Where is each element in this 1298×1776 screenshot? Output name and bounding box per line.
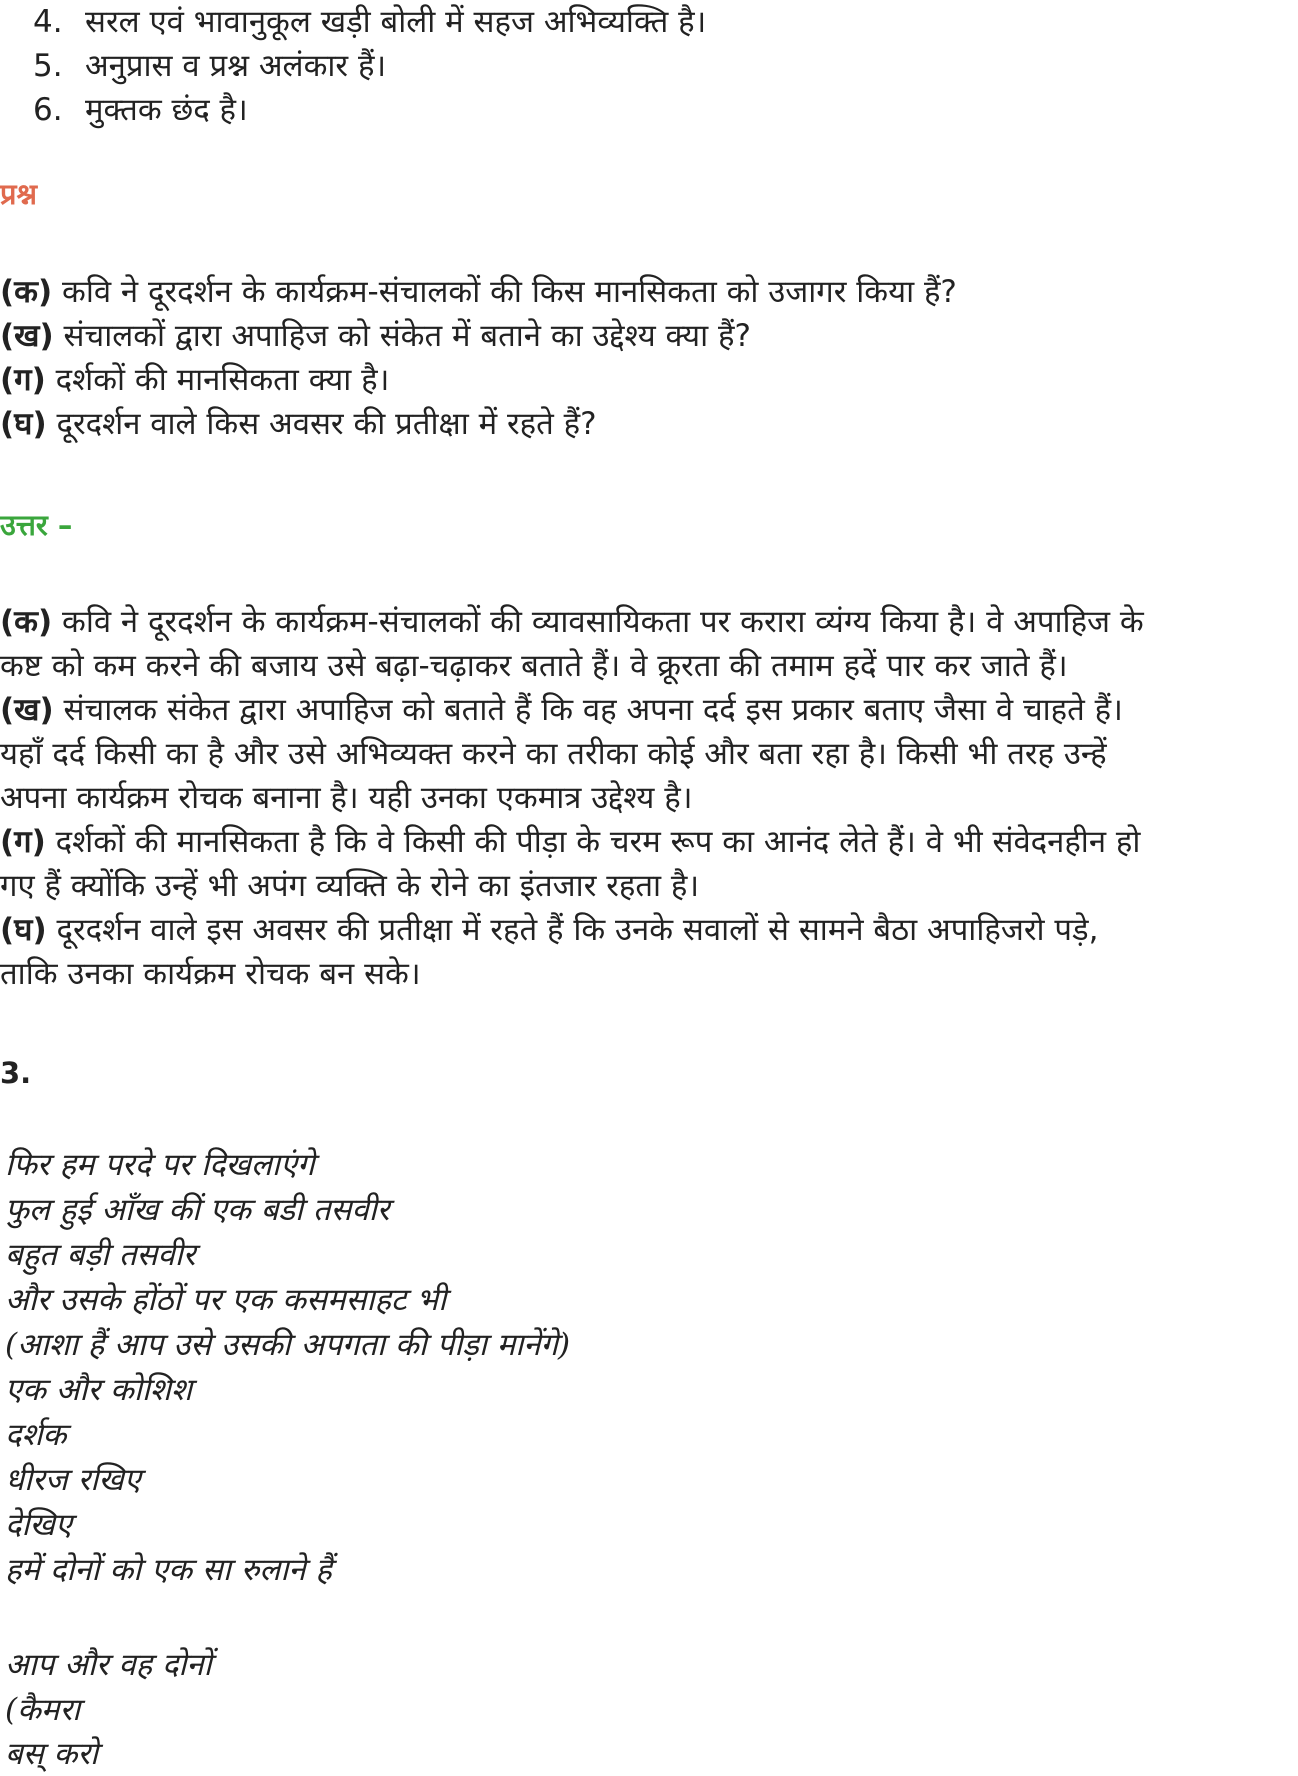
answer-text: दर्शकों की मानसिकता है कि वे किसी की पीड़ा के चरम रूप का आनंद लेते हैं। वे भी संवेदनहीन हो [45,824,1141,860]
list-item [33,0,706,44]
poem-line: दर्शक [5,1417,67,1453]
list-item [33,44,386,88]
list-number: 6. [33,92,63,128]
question-text: दर्शकों की मानसिकता क्या है। [45,362,390,398]
question-text: संचालकों द्वारा अपाहिज को संकेत में बताने का उद्देश्य क्या हैं? [53,318,751,354]
question-line [0,402,597,446]
answer-line [0,688,1123,732]
question-label: (घ) [0,406,47,442]
answer-line [0,952,421,996]
answer-line [0,600,1144,644]
list-number: 4. [33,4,63,40]
answer-text: कवि ने दूरदर्शन के कार्यक्रम-संचालकों की व्यावसायिकता पर करारा व्यंग्य किया है। वे अपाहिज के [52,604,1144,640]
answer-label: (क) [0,604,53,640]
poem-line: (कैमरा [5,1692,81,1728]
answer-line [0,864,699,908]
answer-label: (ख) [0,692,54,728]
question-label: (ख) [0,318,54,354]
section-number: 3. [0,1056,32,1090]
poem-line: बहुत बड़ी तसवीर [5,1237,196,1273]
poem-line: बस् करो [5,1736,99,1772]
answer-text: गए हैं क्योंकि उन्हें भी अपंग व्यक्ति के रोने का इंतजार रहता है। [0,868,700,904]
question-line [0,314,751,358]
answer-label: (ग) [0,824,46,860]
answer-heading: उत्तर – [0,508,73,542]
answer-line [0,644,1068,688]
answer-text: कष्ट को कम करने की बजाय उसे बढ़ा-चढ़ाकर बताते हैं। वे क्रूरता की तमाम हदें पार कर जाते हैं। [0,648,1068,684]
question-line [0,358,389,402]
poem-line: धीरज रखिए [5,1462,141,1498]
question-text: दूरदर्शन वाले किस अवसर की प्रतीक्षा में रहते हैं? [46,406,597,442]
answer-text: ताकि उनका कार्यक्रम रोचक बन सके। [0,956,421,992]
poem-line: फिर हम परदे पर दिखलाएंगे [5,1147,315,1183]
question-line [0,270,957,314]
question-label: (ग) [0,362,46,398]
answer-text: दूरदर्शन वाले इस अवसर की प्रतीक्षा में रहते हैं कि उनके सवालों से सामने बैठा अपाहिजरो पड़े, [46,912,1099,948]
list-text: मुक्तक छंद है। [85,92,248,128]
poem-line: देखिए [5,1507,72,1543]
answer-line [0,908,1098,952]
list-number: 5. [33,48,63,84]
answer-text: संचालक संकेत द्वारा अपाहिज को बताते हैं कि वह अपना दर्द इस प्रकार बताए जैसा वे चाहते हैं। [53,692,1123,728]
poem-line: एक और कोशिश [5,1372,193,1408]
list-text: सरल एवं भावानुकूल खड़ी बोली में सहज अभिव्यक्ति है। [85,4,707,40]
answer-line [0,820,1140,864]
poem-line: आप और वह दोनों [5,1647,212,1683]
poem-line: फुल हुई आँख कीं एक बडी तसवीर [5,1192,390,1228]
poem-line: हमें दोनों को एक सा रुलाने हैं [5,1552,332,1588]
question-label: (क) [0,274,53,310]
question-text: कवि ने दूरदर्शन के कार्यक्रम-संचालकों की किस मानसिकता को उजागर किया हैं? [52,274,957,310]
list-item [33,88,248,132]
poem-line: और उसके होंठों पर एक कसमसाहट भी [5,1282,447,1318]
answer-text: अपना कार्यक्रम रोचक बनाना है। यही उनका एकमात्र उद्देश्य है। [0,780,693,816]
answer-line [0,776,692,820]
answer-line [0,732,1107,776]
question-heading: प्रश्न [0,177,38,211]
poem-line: (आशा हैं आप उसे उसकी अपगता की पीड़ा मानेंगे) [5,1327,571,1363]
answer-text: यहाँ दर्द किसी का है और उसे अभिव्यक्त करने का तरीका कोई और बता रहा है। किसी भी तरह उन्हें [0,736,1107,772]
list-text: अनुप्रास व प्रश्न अलंकार हैं। [85,48,387,84]
answer-label: (घ) [0,912,47,948]
